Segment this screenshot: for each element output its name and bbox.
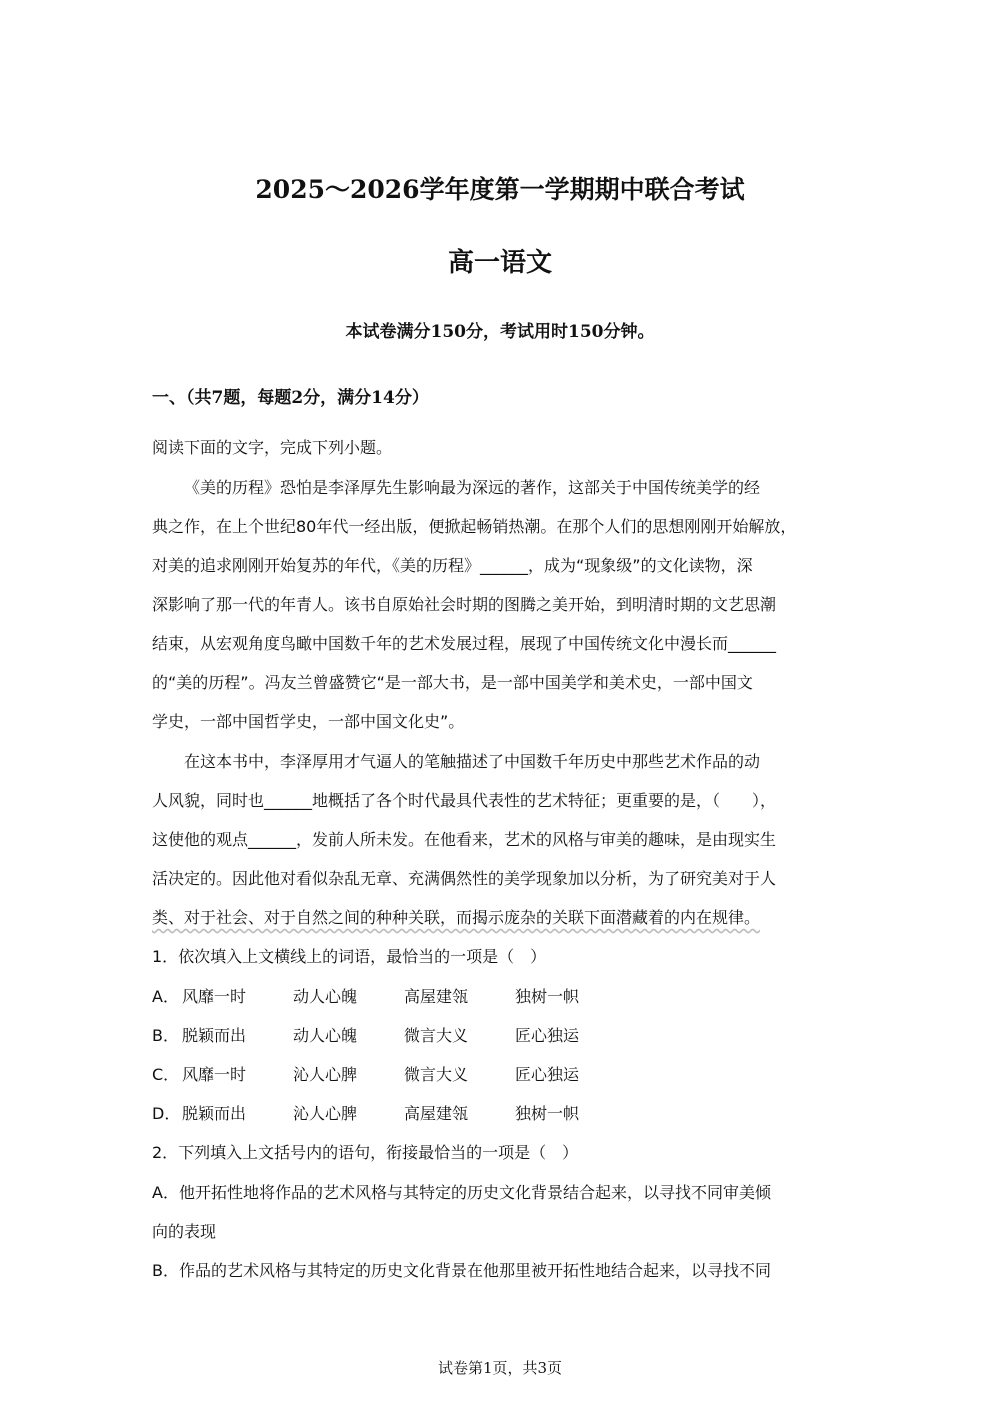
option-word: 高屋建瓴 bbox=[404, 1104, 469, 1123]
subject-title: 高一语文 bbox=[447, 248, 552, 278]
option-word: 独树一帜 bbox=[515, 1104, 580, 1123]
option-word: 动人心魄 bbox=[293, 987, 358, 1006]
page-footer: 试卷第1页，共3页 bbox=[437, 1359, 563, 1377]
option-word: 高屋建瓴 bbox=[404, 987, 469, 1006]
question-2-option-b[interactable]: B．作品的艺术风格与其特定的历史文化背景在他那里被开拓性地结合起来，以寻找不同 bbox=[152, 1261, 771, 1280]
option-word: 风靡一时 bbox=[182, 1065, 247, 1084]
option-word: 独树一帜 bbox=[515, 987, 580, 1006]
question-2-option-a[interactable]: A．他开拓性地将作品的艺术风格与其特定的历史文化背景结合起来，以寻找不同审美倾 bbox=[152, 1183, 771, 1202]
passage-line: 学史，一部中国哲学史，一部中国文化史”。 bbox=[152, 712, 465, 731]
passage-line: 在这本书中，李泽厚用才气逼人的笔触描述了中国数千年历史中那些艺术作品的动 bbox=[184, 752, 761, 771]
option-label: A． bbox=[152, 987, 179, 1006]
question-1-option-b[interactable] bbox=[152, 1025, 872, 1047]
passage-line: 结束，从宏观角度鸟瞰中国数千年的艺术发展过程，展现了中国传统文化中漫长而______ bbox=[152, 634, 777, 653]
passage-line: 活决定的。因此他对看似杂乱无章、充满偶然性的美学现象加以分析，为了研究美对于人 bbox=[152, 869, 777, 888]
passage-line: 对美的追求刚刚开始复苏的年代，《美的历程》______，成为“现象级”的文化读物，深 bbox=[152, 556, 753, 575]
option-word: 微言大义 bbox=[404, 1026, 469, 1045]
passage-line: 《美的历程》恐怕是李泽厚先生影响最为深远的著作，这部关于中国传统美学的经 bbox=[184, 478, 761, 497]
exam-title: 2025～2026学年度第一学期期中联合考试 bbox=[255, 175, 745, 204]
passage-line: 这使他的观点______，发前人所未发。在他看来，艺术的风格与审美的趣味，是由现实生 bbox=[152, 830, 777, 849]
option-word: 匠心独运 bbox=[515, 1065, 580, 1084]
question-1-option-a[interactable] bbox=[152, 986, 872, 1008]
passage-line: 典之作，在上个世纪80年代一经出版，便掀起畅销热潮。在那个人们的思想刚刚开始解放， bbox=[152, 517, 797, 536]
question-2-stem: 2．下列填入上文括号内的语句，衔接最恰当的一项是（ ） bbox=[152, 1143, 579, 1162]
exam-notice: 本试卷满分150分，考试用时150分钟。 bbox=[345, 322, 655, 342]
option-label: B． bbox=[152, 1026, 179, 1045]
option-word: 沁人心脾 bbox=[293, 1104, 358, 1123]
option-word: 匠心独运 bbox=[515, 1026, 580, 1045]
passage-line: 类、对于社会、对于自然之间的种种关联，而揭示庞杂的关联下面潜藏着的内在规律。 bbox=[152, 908, 761, 927]
option-label: C． bbox=[152, 1065, 180, 1084]
question-1-stem: 1．依次填入上文横线上的词语，最恰当的一项是（ ） bbox=[152, 947, 547, 966]
option-word: 风靡一时 bbox=[182, 987, 247, 1006]
question-2-option-a-continued[interactable]: 向的表现 bbox=[152, 1222, 217, 1241]
passage-intro: 阅读下面的文字，完成下列小题。 bbox=[152, 438, 393, 457]
passage-line: 深影响了那一代的年青人。该书自原始社会时期的图腾之美开始，到明清时期的文艺思潮 bbox=[152, 595, 777, 614]
option-word: 沁人心脾 bbox=[293, 1065, 358, 1084]
option-word: 微言大义 bbox=[404, 1065, 469, 1084]
option-word: 脱颖而出 bbox=[182, 1104, 247, 1123]
passage-line: 的“美的历程”。冯友兰曾盛赞它“是一部大书，是一部中国美学和美术史，一部中国文 bbox=[152, 673, 753, 692]
question-1-option-d[interactable] bbox=[152, 1103, 872, 1125]
option-label: D． bbox=[152, 1104, 181, 1123]
option-word: 脱颖而出 bbox=[182, 1026, 247, 1045]
section-heading: 一、（共7题，每题2分，满分14分） bbox=[152, 388, 429, 408]
question-1-option-c[interactable] bbox=[152, 1064, 872, 1086]
option-word: 动人心魄 bbox=[293, 1026, 358, 1045]
passage-line: 人风貌，同时也______地概括了各个时代最具代表性的艺术特征；更重要的是，（ ）， bbox=[152, 791, 777, 810]
